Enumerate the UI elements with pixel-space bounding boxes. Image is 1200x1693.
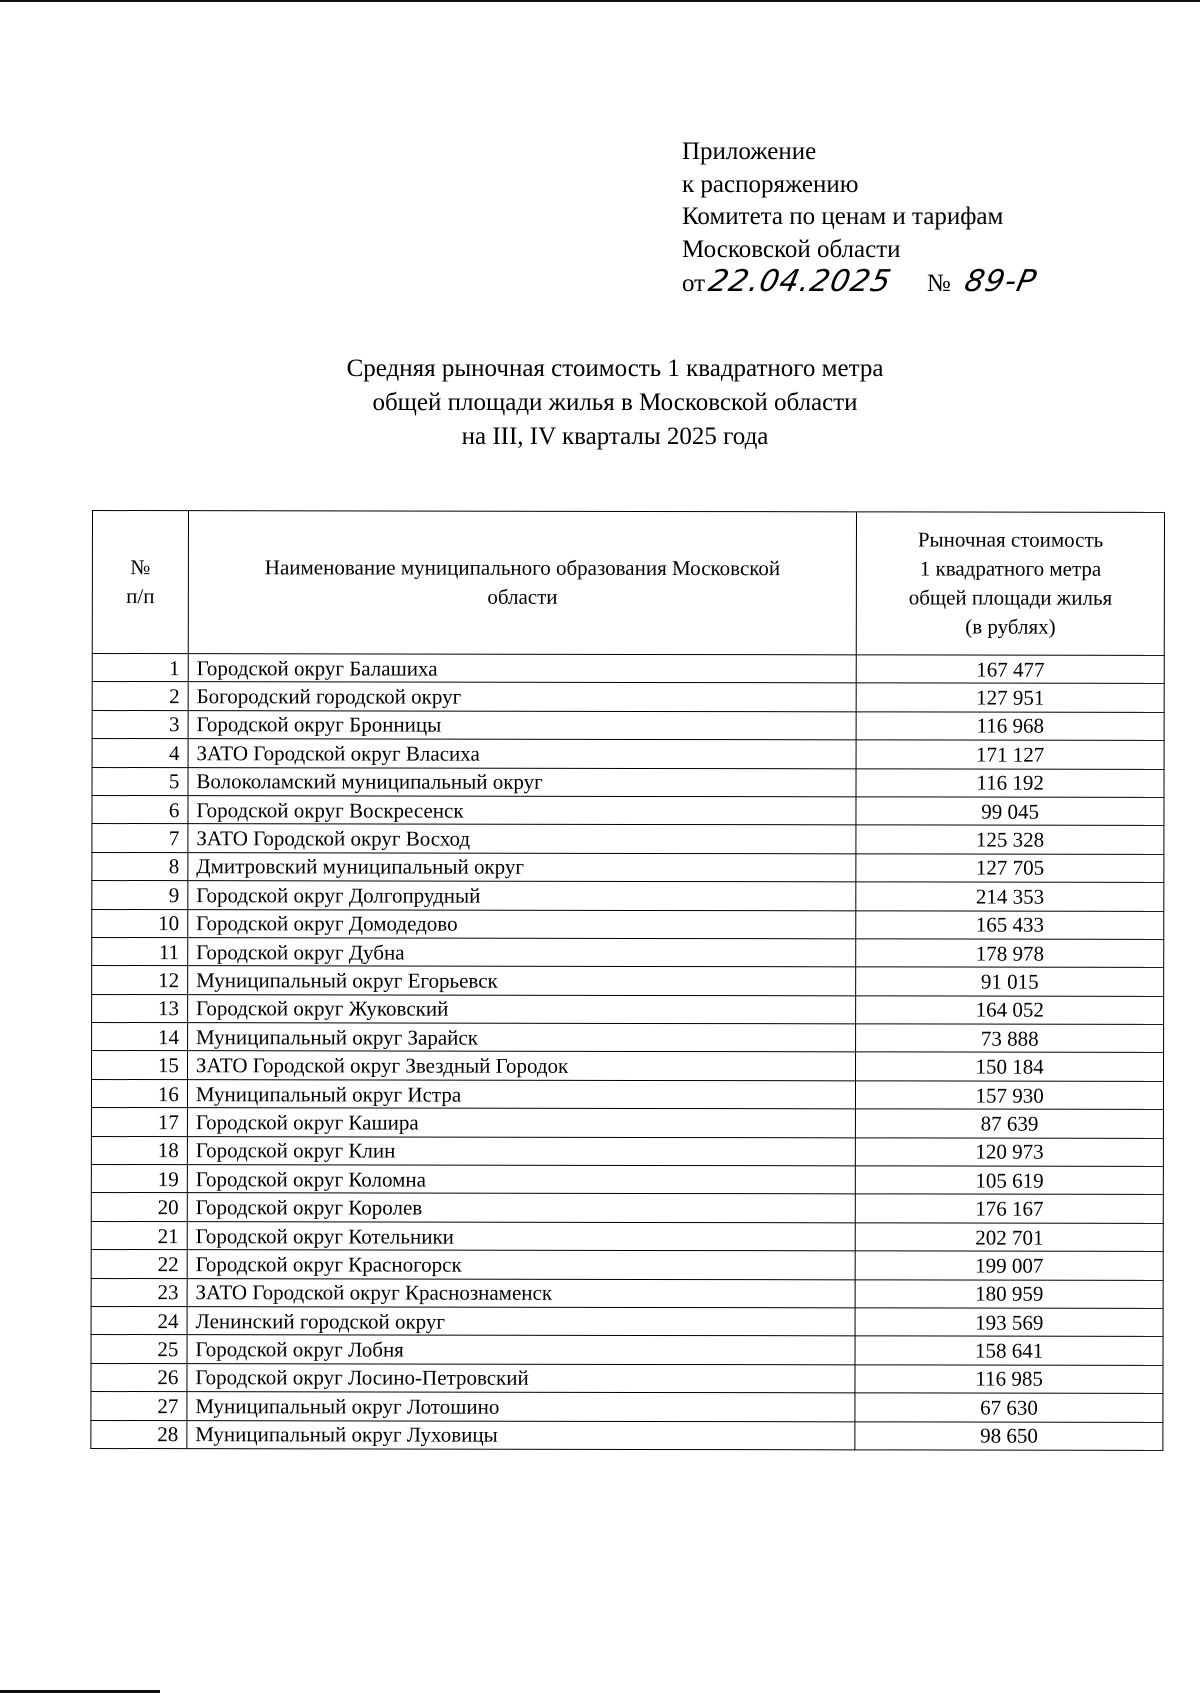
table-row <box>91 1079 1163 1109</box>
table-row <box>92 994 1164 1024</box>
row-municipality: Городской округ Долгопрудный <box>188 881 856 911</box>
row-number: 11 <box>92 937 188 966</box>
row-number: 3 <box>92 710 188 739</box>
table-row <box>92 881 1164 911</box>
row-number: 17 <box>91 1108 187 1137</box>
row-number: 27 <box>91 1392 187 1421</box>
table-row <box>91 1136 1163 1166</box>
row-price: 202 701 <box>855 1223 1163 1252</box>
row-number: 19 <box>91 1165 187 1194</box>
row-number: 16 <box>91 1079 187 1108</box>
row-municipality: Городской округ Лосино-Петровский <box>187 1363 855 1393</box>
row-municipality: Городской округ Бронницы <box>188 710 856 740</box>
table-row <box>91 1250 1163 1280</box>
price-table <box>90 510 1165 1451</box>
table-row <box>92 852 1164 882</box>
row-number: 6 <box>92 795 188 824</box>
row-municipality: Муниципальный округ Зарайск <box>187 1023 855 1053</box>
appendix-block <box>682 136 1040 301</box>
row-municipality: Дмитровский муниципальный округ <box>188 852 856 882</box>
row-number: 8 <box>92 852 188 881</box>
header-value <box>857 512 1165 656</box>
row-number: 4 <box>92 739 188 768</box>
row-municipality: Городской округ Дубна <box>188 938 856 968</box>
row-number: 1 <box>92 654 188 683</box>
row-price: 214 353 <box>856 882 1164 911</box>
date-number-line <box>682 264 1040 301</box>
table-row <box>91 1306 1163 1336</box>
row-price: 116 985 <box>855 1365 1163 1394</box>
table-row <box>92 824 1164 854</box>
row-number: 9 <box>92 881 188 910</box>
table-row <box>91 1335 1163 1365</box>
row-municipality: ЗАТО Городской округ Краснознаменск <box>187 1278 855 1308</box>
row-number: 25 <box>91 1335 187 1364</box>
header-name <box>188 511 857 655</box>
row-municipality: Городской округ Котельники <box>187 1221 855 1251</box>
row-municipality: Волоколамский муниципальный округ <box>188 767 856 797</box>
header-value-text: Рыночная стоимость 1 квадратного метра общей площади жилья (в рублях) <box>908 527 1113 639</box>
header-num <box>92 511 188 654</box>
row-price: 180 959 <box>855 1279 1163 1308</box>
row-number: 24 <box>91 1306 187 1335</box>
document-title <box>240 352 990 454</box>
title-line: общей площади жилья в Московской области <box>372 389 858 416</box>
table-row <box>91 1193 1163 1223</box>
title-line: Средняя рыночная стоимость 1 квадратного метра <box>346 355 884 382</box>
table-row <box>92 767 1164 797</box>
row-price: 158 641 <box>855 1336 1163 1365</box>
header-num-text: № п/п <box>126 555 155 609</box>
row-municipality: Городской округ Королев <box>187 1193 855 1223</box>
table-row <box>92 966 1164 996</box>
table-row <box>92 739 1164 769</box>
handwritten-number: 89-Р <box>961 264 1040 299</box>
table-row <box>91 1278 1163 1308</box>
row-number: 23 <box>91 1278 187 1307</box>
row-number: 5 <box>92 767 188 796</box>
row-number: 13 <box>92 994 188 1023</box>
row-municipality: Городской округ Домодедово <box>188 909 856 939</box>
row-number: 12 <box>92 966 188 995</box>
row-price: 165 433 <box>856 910 1164 939</box>
table-row <box>91 1392 1163 1422</box>
table-row <box>92 654 1164 684</box>
row-price: 116 968 <box>856 712 1164 741</box>
row-municipality: Городской округ Клин <box>187 1136 855 1166</box>
row-price: 176 167 <box>856 1194 1164 1223</box>
appendix-line: Приложение <box>682 138 817 165</box>
row-price: 164 052 <box>856 996 1164 1025</box>
row-price: 167 477 <box>856 655 1164 684</box>
row-number: 21 <box>91 1221 187 1250</box>
row-number: 26 <box>91 1363 187 1392</box>
row-municipality: Городской округ Коломна <box>187 1165 855 1195</box>
row-municipality: Городской округ Воскресенск <box>188 796 856 826</box>
row-number: 15 <box>92 1051 188 1080</box>
page-top-edge <box>0 0 1200 2</box>
table-row <box>91 1363 1163 1393</box>
row-municipality: ЗАТО Городской округ Власиха <box>188 739 856 769</box>
row-municipality: Городской округ Красногорск <box>187 1250 855 1280</box>
row-municipality: Муниципальный округ Егорьевск <box>188 966 856 996</box>
table-header-row <box>92 511 1164 656</box>
row-number: 7 <box>92 824 188 853</box>
row-price: 105 619 <box>856 1166 1164 1195</box>
row-price: 157 930 <box>856 1081 1164 1110</box>
row-number: 22 <box>91 1250 187 1279</box>
row-price: 91 015 <box>856 967 1164 996</box>
row-municipality: Городской округ Балашиха <box>188 654 856 684</box>
row-price: 116 192 <box>856 768 1164 797</box>
table-row <box>92 1023 1164 1053</box>
row-price: 73 888 <box>856 1024 1164 1053</box>
row-number: 14 <box>92 1023 188 1052</box>
row-municipality: Муниципальный округ Лотошино <box>187 1392 855 1422</box>
row-price: 127 951 <box>856 683 1164 712</box>
appendix-line: Московской области <box>682 235 901 263</box>
row-municipality: Городской округ Жуковский <box>188 994 856 1024</box>
row-price: 171 127 <box>856 740 1164 769</box>
appendix-line: к распоряжению <box>682 170 859 198</box>
row-number: 18 <box>91 1136 187 1165</box>
table-row <box>92 795 1164 825</box>
table-row <box>92 909 1164 939</box>
table-row <box>91 1165 1163 1195</box>
appendix-line: Комитета по ценам и тарифам <box>682 203 1004 230</box>
row-municipality: Городской округ Лобня <box>187 1335 855 1365</box>
row-municipality: Ленинский городской округ <box>187 1307 855 1337</box>
row-price: 193 569 <box>855 1308 1163 1337</box>
row-price: 150 184 <box>856 1052 1164 1081</box>
row-price: 98 650 <box>855 1421 1163 1450</box>
row-number: 10 <box>92 909 188 938</box>
table-row <box>92 1051 1164 1081</box>
header-name-text: Наименование муниципального образования Московской области <box>264 555 781 609</box>
row-municipality: Муниципальный округ Истра <box>187 1080 855 1110</box>
row-price: 67 630 <box>855 1393 1163 1422</box>
table-body <box>91 654 1164 1451</box>
number-label: № <box>926 270 951 297</box>
row-number: 28 <box>91 1420 187 1449</box>
table-row <box>91 1108 1163 1138</box>
row-price: 99 045 <box>856 797 1164 826</box>
table-row <box>92 682 1164 712</box>
row-number: 20 <box>91 1193 187 1222</box>
table-row <box>91 1420 1163 1450</box>
row-price: 178 978 <box>856 939 1164 968</box>
row-price: 199 007 <box>855 1251 1163 1280</box>
table-row <box>92 710 1164 740</box>
row-municipality: Муниципальный округ Луховицы <box>187 1420 855 1450</box>
table-row <box>92 937 1164 967</box>
row-municipality: Богородский городской округ <box>188 682 856 712</box>
title-line: на III, IV кварталы 2025 года <box>461 423 769 450</box>
row-price: 127 705 <box>856 854 1164 883</box>
row-municipality: ЗАТО Городской округ Восход <box>188 824 856 854</box>
handwritten-date: 22.04.2025 <box>705 264 895 299</box>
row-price: 120 973 <box>856 1137 1164 1166</box>
row-municipality: Городской округ Кашира <box>187 1108 855 1138</box>
row-price: 87 639 <box>856 1109 1164 1138</box>
row-number: 2 <box>92 682 188 711</box>
row-municipality: ЗАТО Городской округ Звездный Городок <box>187 1051 855 1081</box>
from-label: от <box>682 270 706 297</box>
table-row <box>91 1221 1163 1251</box>
row-price: 125 328 <box>856 825 1164 854</box>
